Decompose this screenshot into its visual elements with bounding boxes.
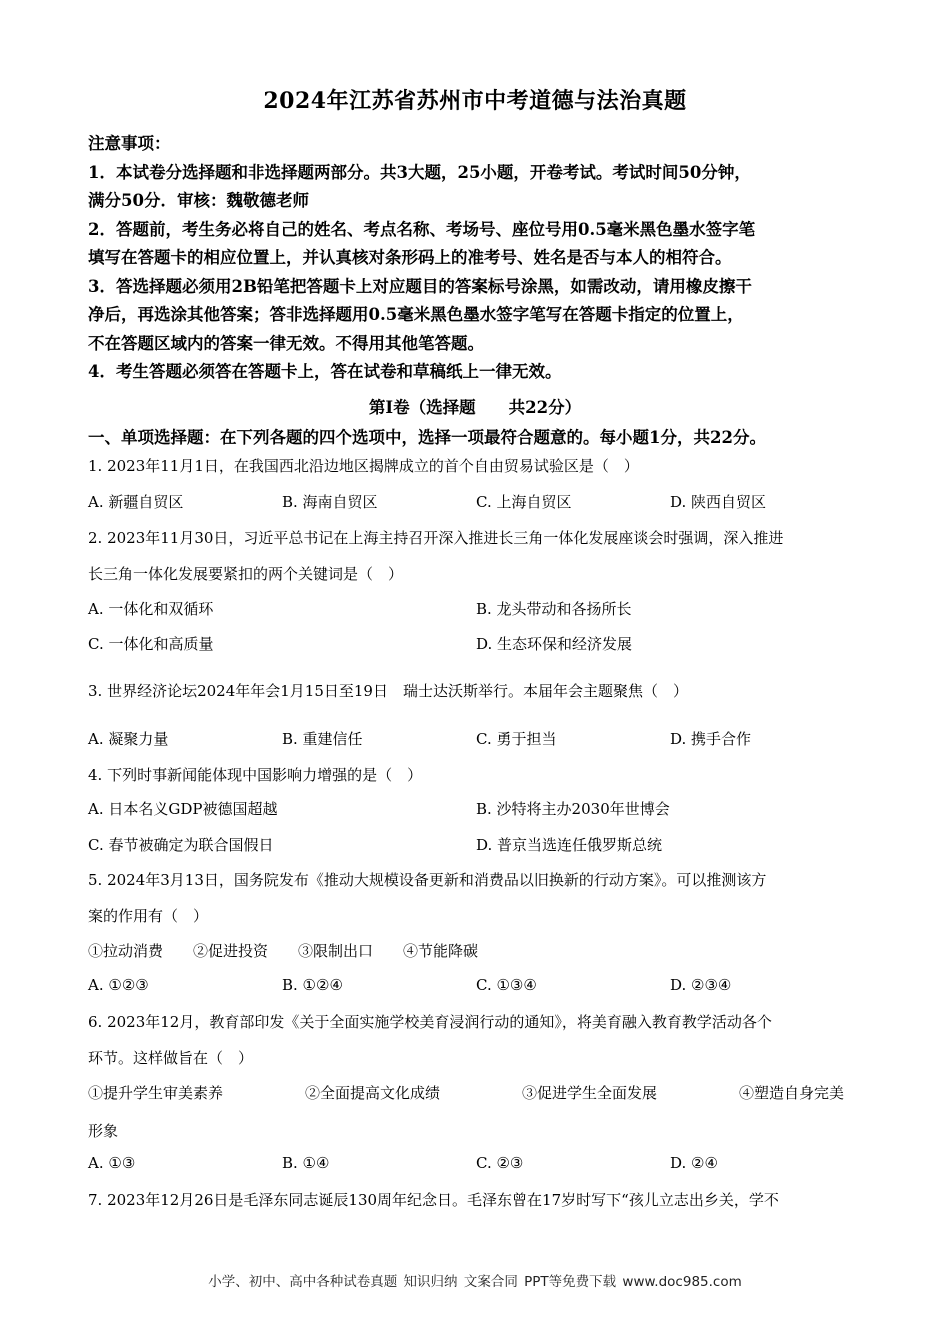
q5-option-a: A. ①②③: [88, 976, 149, 994]
q1-option-a: A. 新疆自贸区: [88, 493, 184, 511]
q5-option-b: B. ①②④: [282, 976, 343, 994]
q1-option-b: B. 海南自贸区: [282, 493, 378, 511]
question-7-stem: 7. 2023年12月26日是毛泽东同志诞辰130周年纪念日。毛泽东曾在17岁时写下“孩儿立志出乡关，学不: [88, 1191, 779, 1209]
q1-option-d: D. 陕西自贸区: [670, 493, 767, 511]
q6-statement-4: ④塑造自身完美: [739, 1084, 845, 1102]
q2-option-b: B. 龙头带动和各扬所长: [476, 600, 632, 618]
page-footer: 小学、初中、高中各种试卷真题 知识归纳 文案合同 PPT等免费下载 www.doc985.com: [208, 1274, 742, 1290]
notice-line: 4．考生答题必须答在答题卡上，答在试卷和草稿纸上一律无效。: [88, 362, 562, 381]
section-header: 第I卷（选择题 共22分）: [368, 398, 582, 417]
notice-line: 2．答题前，考生务必将自己的姓名、考点名称、考场号、座位号用0.5毫米黑色墨水签字笔: [88, 219, 756, 239]
question-3-stem: 3. 世界经济论坛2024年年会1月15日至19日 瑞士达沃斯举行。本届年会主题聚焦（ ）: [88, 682, 688, 700]
question-2-stem-cont: 长三角一体化发展要紧扣的两个关键词是（ ）: [88, 565, 404, 583]
q6-statement-1: ①提升学生审美素养: [88, 1084, 224, 1102]
question-5-stem-cont: 案的作用有（ ）: [88, 907, 209, 925]
section-instruction: 一、单项选择题：在下列各题的四个选项中，选择一项最符合题意的。每小题1分，共22分。: [88, 428, 766, 447]
q6-option-c: C. ②③: [476, 1154, 524, 1172]
q6-option-b: B. ①④: [282, 1154, 330, 1172]
q4-option-b: B. 沙特将主办2030年世博会: [476, 800, 670, 818]
q3-option-a: A. 凝聚力量: [88, 730, 169, 748]
question-5-stem: 5. 2024年3月13日，国务院发布《推动大规模设备更新和消费品以旧换新的行动方案》。可以推测该方: [88, 871, 767, 889]
q3-option-b: B. 重建信任: [282, 730, 363, 748]
q2-option-d: D. 生态环保和经济发展: [476, 635, 633, 653]
q6-statement-4-cont: 形象: [88, 1122, 119, 1140]
q5-option-d: D. ②③④: [670, 976, 732, 994]
notice-line: 1．本试卷分选择题和非选择题两部分。共3大题，25小题，开卷考试。考试时间50分钟，: [88, 162, 751, 182]
q6-statement-2: ②全面提高文化成绩: [305, 1084, 441, 1102]
q4-option-d: D. 普京当选连任俄罗斯总统: [476, 836, 663, 854]
q3-option-c: C. 勇于担当: [476, 730, 557, 748]
q2-option-a: A. 一体化和双循环: [88, 600, 214, 618]
question-1-stem: 1. 2023年11月1日，在我国西北沿边地区揭牌成立的首个自由贸易试验区是（ ）: [88, 457, 639, 475]
question-2-stem: 2. 2023年11月30日，习近平总书记在上海主持召开深入推进长三角一体化发展座谈会时强调，深入推进: [88, 529, 784, 547]
question-4-stem: 4. 下列时事新闻能体现中国影响力增强的是（ ）: [88, 766, 423, 784]
q3-option-d: D. 携手合作: [670, 730, 752, 748]
notice-line: 满分50分．审核：魏敬德老师: [88, 191, 309, 210]
page-title: 2024年江苏省苏州市中考道德与法治真题: [263, 88, 687, 114]
question-6-stem: 6. 2023年12月，教育部印发《关于全面实施学校美育浸润行动的通知》，将美育融入教育教学活动各个: [88, 1013, 772, 1031]
q2-option-c: C. 一体化和高质量: [88, 635, 214, 653]
notice-heading: 注意事项：: [88, 134, 171, 153]
q6-option-d: D. ②④: [670, 1154, 718, 1172]
q5-option-c: C. ①③④: [476, 976, 537, 994]
q4-option-a: A. 日本名义GDP被德国超越: [88, 800, 278, 818]
q1-option-c: C. 上海自贸区: [476, 493, 572, 511]
question-6-stem-cont: 环节。这样做旨在（ ）: [88, 1049, 254, 1067]
q6-option-a: A. ①③: [88, 1154, 136, 1172]
notice-line: 不在答题区域内的答案一律无效。不得用其他笔答题。: [88, 333, 484, 353]
notice-line: 净后，再选涂其他答案；答非选择题用0.5毫米黑色墨水签字笔写在答题卡指定的位置上，: [88, 305, 744, 324]
q6-statement-3: ③促进学生全面发展: [522, 1084, 658, 1102]
notice-line: 3．答选择题必须用2B铅笔把答题卡上对应题目的答案标号涂黑，如需改动，请用橡皮擦干: [88, 276, 752, 296]
notice-line: 填写在答题卡的相应位置上，并认真核对条形码上的准考号、姓名是否与本人的相符合。: [88, 248, 732, 267]
q5-statements: ①拉动消费 ②促进投资 ③限制出口 ④节能降碳: [88, 942, 479, 960]
notice-block: [88, 130, 868, 387]
q4-option-c: C. 春节被确定为联合国假日: [88, 836, 274, 854]
